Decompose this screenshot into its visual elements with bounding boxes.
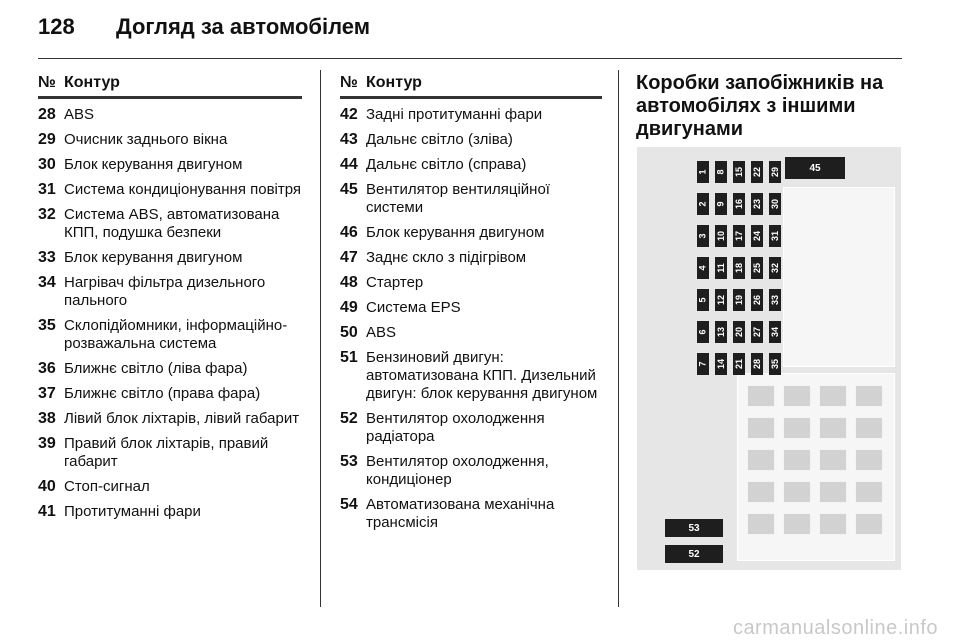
table-row — [38, 360, 302, 378]
circuit-description: Система ABS, автоматизована КПП, подушка безпеки — [64, 206, 280, 241]
section-title: Коробки запобіжників на автомобілях з іншими двигунами — [636, 72, 884, 140]
fuse-number: 16 — [733, 198, 744, 210]
relay-shape — [747, 417, 775, 439]
page-number: 128 — [38, 14, 75, 39]
table-row — [340, 299, 602, 317]
fuse-number: 49 — [340, 299, 358, 316]
column-contour-header: Контур — [366, 74, 422, 91]
section-block — [636, 72, 902, 141]
circuit-description: Заднє скло з підігрівом — [366, 249, 527, 266]
fuse-number: 34 — [38, 274, 56, 291]
fuse-label-24 — [751, 225, 763, 247]
circuit-description: Ближнє світло (права фара) — [64, 385, 261, 402]
fuse-label-10 — [715, 225, 727, 247]
circuit-description: Бензиновий двигун: автоматизована КПП. Дизельний двигун: блок керування двигуном — [366, 349, 598, 402]
relay-shape — [783, 513, 811, 535]
fuse-number: 33 — [38, 249, 56, 266]
page-header — [38, 14, 370, 46]
fuse-number: 27 — [751, 326, 762, 338]
fuse-label-16 — [733, 193, 745, 215]
circuit-description: Система кондиціонування повітря — [64, 181, 302, 198]
fuse-number: 35 — [38, 317, 56, 334]
circuit-description: Правий блок ліхтарів, правий габарит — [64, 435, 269, 470]
fuse-number: 24 — [751, 230, 762, 242]
column-divider — [618, 70, 619, 607]
fuse-label-53: 53 — [665, 519, 723, 537]
circuit-description: ABS — [366, 324, 397, 341]
column-number-header: № — [38, 74, 56, 91]
table-row — [38, 274, 302, 310]
fuse-label-31 — [769, 225, 781, 247]
fuse-number: 20 — [733, 326, 744, 338]
table-row — [340, 106, 602, 124]
table-row — [340, 274, 602, 292]
fuse-label-13 — [715, 321, 727, 343]
table-header — [38, 74, 302, 99]
fuse-number: 5 — [697, 297, 708, 303]
fuse-number: 31 — [38, 181, 56, 198]
fuse-label-7 — [697, 353, 709, 375]
table-row — [38, 435, 302, 471]
fuse-number: 51 — [340, 349, 358, 366]
relay-shape — [747, 385, 775, 407]
circuit-description: Вентилятор охолодження, кондиціонер — [366, 453, 549, 488]
fuse-number: 2 — [697, 201, 708, 207]
table-header — [340, 74, 602, 99]
fuse-label-20 — [733, 321, 745, 343]
fuse-number: 38 — [38, 410, 56, 427]
fuse-number: 54 — [340, 496, 358, 513]
fuse-label-25 — [751, 257, 763, 279]
circuit-description: Лівий блок ліхтарів, лівий габарит — [64, 410, 300, 427]
fuse-number: 6 — [697, 329, 708, 335]
circuit-description: Склопідйомники, інформаційно-розважальна система — [64, 317, 288, 352]
relay-shape — [855, 385, 883, 407]
fuse-number: 29 — [769, 166, 780, 178]
fuse-label-29 — [769, 161, 781, 183]
fuse-label-3 — [697, 225, 709, 247]
fuse-number: 37 — [38, 385, 56, 402]
fuse-label-45: 45 — [785, 157, 845, 179]
fuse-number: 18 — [733, 262, 744, 274]
fuse-number: 19 — [733, 294, 744, 306]
relay-shape — [747, 513, 775, 535]
circuit-description: Стартер — [366, 274, 424, 291]
fuse-number: 45 — [340, 181, 358, 198]
circuit-description: Задні протитуманні фари — [366, 106, 543, 123]
fuse-number: 36 — [38, 360, 56, 377]
table-row — [38, 317, 302, 353]
header-rule — [38, 58, 902, 59]
circuit-description: ABS — [64, 106, 95, 123]
relay-shape — [819, 513, 847, 535]
fuse-label-19 — [733, 289, 745, 311]
fuse-number: 28 — [38, 106, 56, 123]
fuse-label-23 — [751, 193, 763, 215]
fuse-table-right — [340, 74, 602, 532]
table-row — [340, 453, 602, 489]
fuse-label-2 — [697, 193, 709, 215]
fuse-number: 50 — [340, 324, 358, 341]
circuit-description: Автоматизована механічна трансмісія — [366, 496, 555, 531]
circuit-description: Очисник заднього вікна — [64, 131, 228, 148]
fuse-label-11 — [715, 257, 727, 279]
fuse-label-14 — [715, 353, 727, 375]
relay-shape — [783, 385, 811, 407]
table-row — [340, 224, 602, 242]
relay-shape — [819, 385, 847, 407]
table-row — [340, 181, 602, 217]
fuse-number: 48 — [340, 274, 358, 291]
fuse-label-17 — [733, 225, 745, 247]
table-rows — [340, 106, 602, 532]
fuse-number: 32 — [38, 206, 56, 223]
fuse-label-9 — [715, 193, 727, 215]
fuse-number: 21 — [733, 358, 744, 370]
fuse-number: 53 — [340, 453, 358, 470]
column-contour-header: Контур — [64, 74, 120, 91]
circuit-description: Вентилятор вентиляційної системи — [366, 181, 550, 216]
watermark: carmanualsonline.info — [732, 617, 938, 639]
fuse-label-22 — [751, 161, 763, 183]
fuse-label-8 — [715, 161, 727, 183]
fuse-number: 23 — [751, 198, 762, 210]
fuse-label-15 — [733, 161, 745, 183]
circuit-description: Блок керування двигуном — [64, 249, 243, 266]
fuse-label-5 — [697, 289, 709, 311]
fuse-number: 30 — [769, 198, 780, 210]
circuit-description: Система EPS — [366, 299, 461, 316]
circuit-description: Вентилятор охолодження радіатора — [366, 410, 545, 445]
fuse-number: 28 — [751, 358, 762, 370]
fuse-number: 40 — [38, 478, 56, 495]
fuse-label-34 — [769, 321, 781, 343]
circuit-description: Блок керування двигуном — [64, 156, 243, 173]
table-row — [340, 156, 602, 174]
relay-shape — [783, 481, 811, 503]
fuse-label-18 — [733, 257, 745, 279]
fuse-number: 22 — [751, 166, 762, 178]
fuse-label-28 — [751, 353, 763, 375]
fuse-label-6 — [697, 321, 709, 343]
table-row — [340, 131, 602, 149]
relay-shape — [783, 449, 811, 471]
fuse-number: 35 — [769, 358, 780, 370]
relay-shape — [747, 481, 775, 503]
fuse-number: 7 — [697, 361, 708, 367]
circuit-description: Протитуманні фари — [64, 503, 201, 520]
page-title: Догляд за автомобілем — [116, 14, 371, 39]
table-row — [340, 249, 602, 267]
circuit-description: Дальнє світло (зліва) — [366, 131, 513, 148]
circuit-description: Блок керування двигуном — [366, 224, 545, 241]
relay-shape — [855, 449, 883, 471]
table-row — [38, 385, 302, 403]
fuse-number: 39 — [38, 435, 56, 452]
fuse-label-21 — [733, 353, 745, 375]
relay-shape — [783, 417, 811, 439]
fuse-number: 17 — [733, 230, 744, 242]
fuse-table-left — [38, 74, 302, 521]
fuse-number: 13 — [715, 326, 726, 338]
fuse-number: 1 — [697, 169, 708, 175]
table-row — [38, 206, 302, 242]
fuse-label-1 — [697, 161, 709, 183]
fuse-number: 46 — [340, 224, 358, 241]
circuit-description: Ближнє світло (ліва фара) — [64, 360, 248, 377]
table-row — [340, 324, 602, 342]
column-number-header: № — [340, 74, 358, 91]
fuse-label-12 — [715, 289, 727, 311]
table-row — [340, 496, 602, 532]
fuse-number: 11 — [715, 263, 726, 273]
relay-shape — [819, 417, 847, 439]
fuse-label-4 — [697, 257, 709, 279]
fuse-number: 9 — [715, 201, 726, 207]
fuse-number: 3 — [697, 233, 708, 239]
table-row — [38, 131, 302, 149]
relay-shape — [747, 449, 775, 471]
circuit-description: Дальнє світло (справа) — [366, 156, 527, 173]
fuse-number: 52 — [340, 410, 358, 427]
relay-shape — [819, 449, 847, 471]
relay-shape — [855, 481, 883, 503]
fuse-number: 29 — [38, 131, 56, 148]
column-divider — [320, 70, 321, 607]
circuit-description: Стоп-сигнал — [64, 478, 150, 495]
fuse-label-33 — [769, 289, 781, 311]
fuse-label-35 — [769, 353, 781, 375]
fuse-number: 43 — [340, 131, 358, 148]
fuse-number: 10 — [715, 230, 726, 242]
table-row — [38, 249, 302, 267]
fuse-label-26 — [751, 289, 763, 311]
table-row — [38, 106, 302, 124]
fuse-number: 8 — [715, 169, 726, 175]
fuse-number: 44 — [340, 156, 358, 173]
relay-shape — [855, 513, 883, 535]
fuse-number: 31 — [769, 230, 780, 242]
fuse-number: 30 — [38, 156, 56, 173]
fuse-number: 42 — [340, 106, 358, 123]
fuse-label-27 — [751, 321, 763, 343]
fuse-number: 41 — [38, 503, 56, 520]
table-row — [38, 181, 302, 199]
fuse-number: 33 — [769, 294, 780, 306]
table-row — [38, 478, 302, 496]
table-row — [340, 410, 602, 446]
table-row — [38, 410, 302, 428]
relay-shape — [819, 481, 847, 503]
table-row — [340, 349, 602, 403]
fuse-number: 47 — [340, 249, 358, 266]
fuse-label-52: 52 — [665, 545, 723, 563]
fuse-box-diagram — [637, 147, 901, 570]
circuit-description: Нагрівач фільтра дизельного пального — [64, 274, 266, 309]
fuse-label-32 — [769, 257, 781, 279]
relay-shape — [855, 417, 883, 439]
fuse-number: 32 — [769, 262, 780, 274]
fuse-number: 26 — [751, 294, 762, 306]
fuse-label-30 — [769, 193, 781, 215]
fuse-number: 14 — [715, 358, 726, 370]
fuse-box-block — [783, 187, 895, 367]
fuse-number: 25 — [751, 262, 762, 274]
table-rows — [38, 106, 302, 521]
fuse-number: 34 — [769, 326, 780, 338]
fuse-number: 15 — [733, 166, 744, 178]
fuse-number: 4 — [697, 265, 708, 271]
fuse-number: 12 — [715, 294, 726, 306]
table-row — [38, 156, 302, 174]
table-row — [38, 503, 302, 521]
